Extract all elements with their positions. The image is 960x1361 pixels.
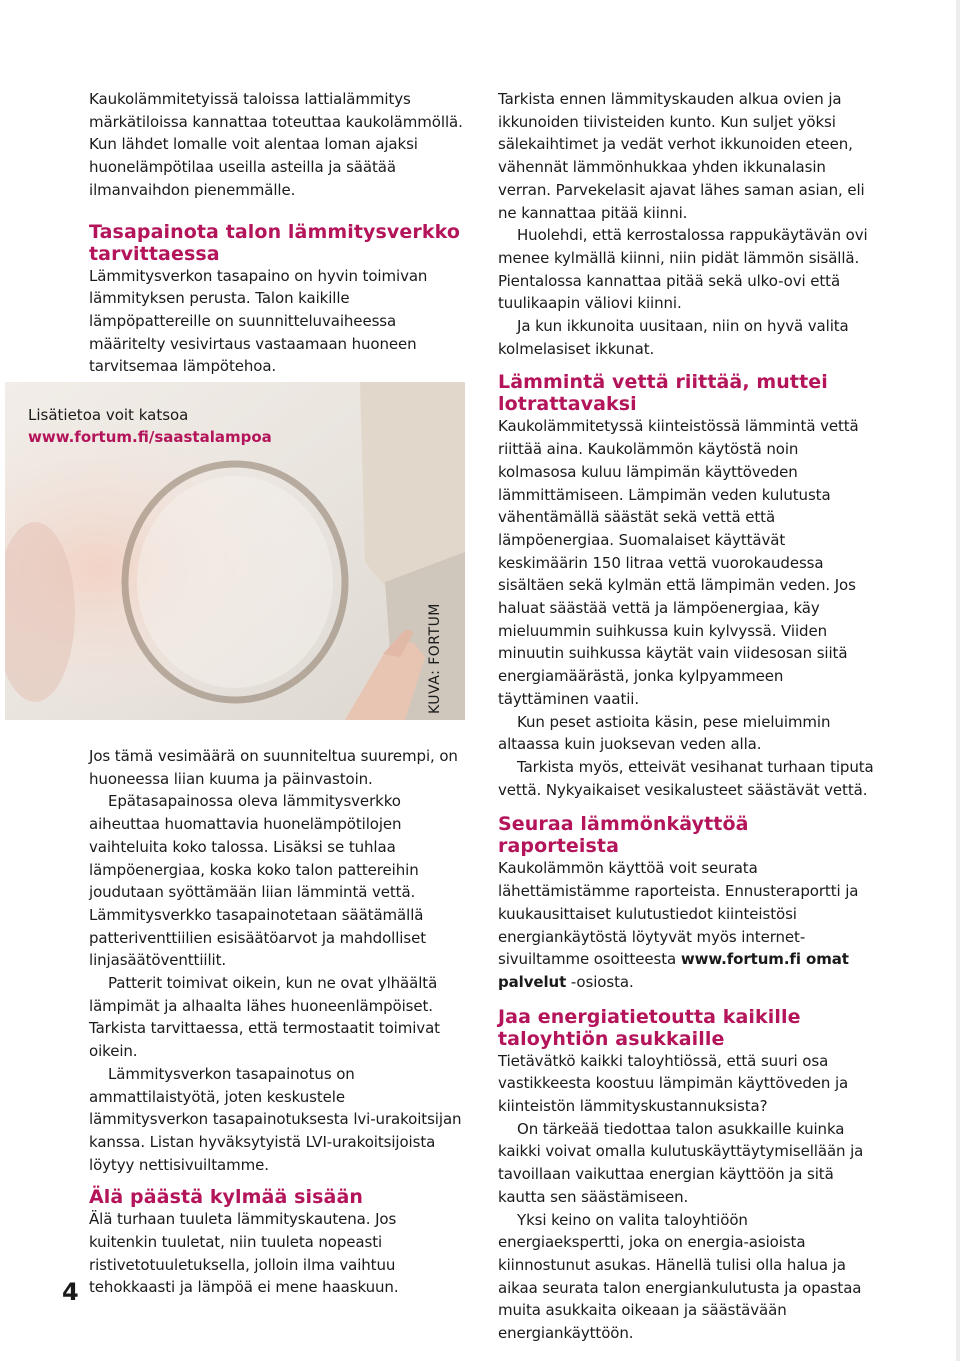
paragraph: Kun peset astioita käsin, pese mieluimmin altaassa kuin juoksevan veden alla. <box>498 712 831 754</box>
heading-keep-cold-out: Älä päästä kylmää sisään <box>89 1186 364 1209</box>
column-1-bottom <box>89 745 464 1299</box>
reports-end: -osiosta. <box>566 972 634 991</box>
reports-link[interactable]: www.fortum.fi omat palvelut <box>498 950 849 991</box>
paragraph: Lämmitysverkon tasapainotus on ammattilaistyötä, joten keskustele lämmitysverkon tasapainotuksesta lvi-urakoitsijan kanssa. Listan hyväksytyistä LVI-urakoitsijoista löytyy nettisivuiltamme. <box>89 1064 462 1174</box>
balance-paragraph: Lämmitysverkon tasapaino on hyvin toimivan lämmityksen perusta. Talon kaikille lämpöpattereille on suunnitteluvaiheessa määritelty vesivirtaus vastaamaan huoneen tarvitsemaa lämpötehoa. <box>89 266 428 376</box>
paragraph: Kaukolämmitetyssä kiinteistössä lämmintä vettä riittää aina. Kaukolämmön käytöstä noin kolmasosa kuluu lämpimän käyttöveden lämmittämiseen. Lämpimän veden kulutusta vähentämällä säästät sekä vettä että lämpöenergiaa. Suomalaiset käyttävät keskimäärin 150 litraa vettä vuorokaudessa sisältäen sekä kylmän että lämpimän veden. Jos haluat säästää vettä ja lämpöenergiaa, käy mieluummin suihkussa kuin kylvyssä. Viiden minuutin suihkussa käytät vain viidesosan siitä energiamäärästä, jonka kylpyammeen täyttäminen vaatii. <box>498 417 859 708</box>
photo-credit: KUVA: FORTUM <box>427 603 443 714</box>
page-number: 4 <box>62 1278 79 1306</box>
paragraph: Patterit toimivat oikein, kun ne ovat ylhäältä lämpimät ja alhaalta lähes huoneenlämpöiset. Tarkista tarvittaessa, että termostaatit toimivat oikein. <box>89 974 440 1061</box>
heading-balance-network: Tasapainota talon lämmitysverkko tarvittaessa <box>89 220 460 265</box>
paragraph: Älä turhaan tuuleta lämmityskautena. Jos kuitenkin tuuletat, niin tuuleta nopeasti ristivetotuuletuksella, jolloin ilma vaihtuu tehokkaasti ja lämpöä ei mene haaskuun. <box>89 1210 399 1297</box>
heading-follow-reports: Seuraa lämmönkäyttöä raporteista <box>498 813 749 858</box>
paragraph: Huolehdi, että kerrostalossa rappukäytävän ovi menee kylmällä kiinni, niin pidät lämmön sisällä. Pientalossa kannattaa pitää sekä ulko-ovi että tuulikaapin väliovi kiinni. <box>498 226 868 313</box>
paragraph: Tarkista ennen lämmityskauden alkua ovien ja ikkunoiden tiivisteiden kunto. Kun suljet yöksi sälekaihtimet ja vedät verhot ikkunoiden eteen, vähennät lämmönhukkaa yhden ikkunalasin verran. Parvekelasit ajavat lähes saman asian, eli ne kannattaa pitää kiinni. <box>498 90 865 222</box>
paragraph: Yksi keino on valita taloyhtiöön energiaekspertti, joka on energia-asioista kiinnostunut asukas. Hänellä tulisi olla halua ja aikaa seurata talon energiankulutusta ja opastaa muita asukkaita oikeaan ja säästävään energiankäyttöön. <box>498 1210 862 1343</box>
paragraph-reports <box>498 857 876 993</box>
paragraph: Jos tämä vesimäärä on suunniteltua suurempi, on huoneessa liian kuuma ja päinvastoin. <box>89 747 458 788</box>
more-info-link[interactable]: www.fortum.fi/saastalampoa <box>28 428 272 446</box>
heading-warm-water: Lämmintä vettä riittää, muttei lotrattavaksi <box>498 371 828 416</box>
reports-text: Kaukolämmön käyttöä voit seurata lähettämistämme raporteista. Ennusteraportti ja kuukausittaiset kulutustiedot kiinteistösi energiankäytöstä löytyvät myös internet-sivuiltamme osoitteesta <box>498 859 859 969</box>
more-info-text: Lisätietoa voit katsoa <box>28 406 189 424</box>
more-info-box <box>28 404 272 448</box>
heading-share-info: Jaa energiatietoutta kaikille taloyhtiön asukkaille <box>498 1005 801 1050</box>
column-2 <box>498 88 876 1345</box>
page-edge <box>956 0 960 1361</box>
paragraph: Tarkista myös, etteivät vesihanat turhaan tiputa vettä. Nykyaikaiset vesikalusteet säästävät vettä. <box>498 757 874 799</box>
paragraph: Ja kun ikkunoita uusitaan, niin on hyvä valita kolmelasiset ikkunat. <box>498 317 849 358</box>
intro-paragraph: Kaukolämmitetyissä taloissa lattialämmitys märkätiloissa kannattaa toteuttaa kaukolämmöllä. Kun lähdet lomalle voit alentaa loman ajaksi huonelämpötilaa useilla asteilla ja säätää ilmanvaihdon pienemmälle. <box>89 90 463 199</box>
paragraph: Tietävätkö kaikki taloyhtiössä, että suuri osa vastikkeesta koostuu lämpimän käyttöveden ja kiinteistön lämmityskustannuksista? <box>498 1051 849 1116</box>
column-1-top <box>89 88 464 378</box>
paragraph: On tärkeää tiedottaa talon asukkaille kuinka kaikki voivat omalla kulutuskäyttäytymisellään ja tavoillaan vaikuttaa energian käyttöön ja sitä kautta sen säästämiseen. <box>498 1119 864 1206</box>
paragraph: Epätasapainossa oleva lämmitysverkko aiheuttaa huomattavia huonelämpötilojen vaihteluita koko talossa. Lisäksi se tuhlaa lämpöenergiaa, koska koko talon pattereihin joudutaan syöttämään liian lämmintä vettä. Lämmitysverkko tasapainotetaan säätämällä patteriventtiilien esisäätöarvot ja mahdolliset linjasäätöventtiilit. <box>89 792 426 970</box>
